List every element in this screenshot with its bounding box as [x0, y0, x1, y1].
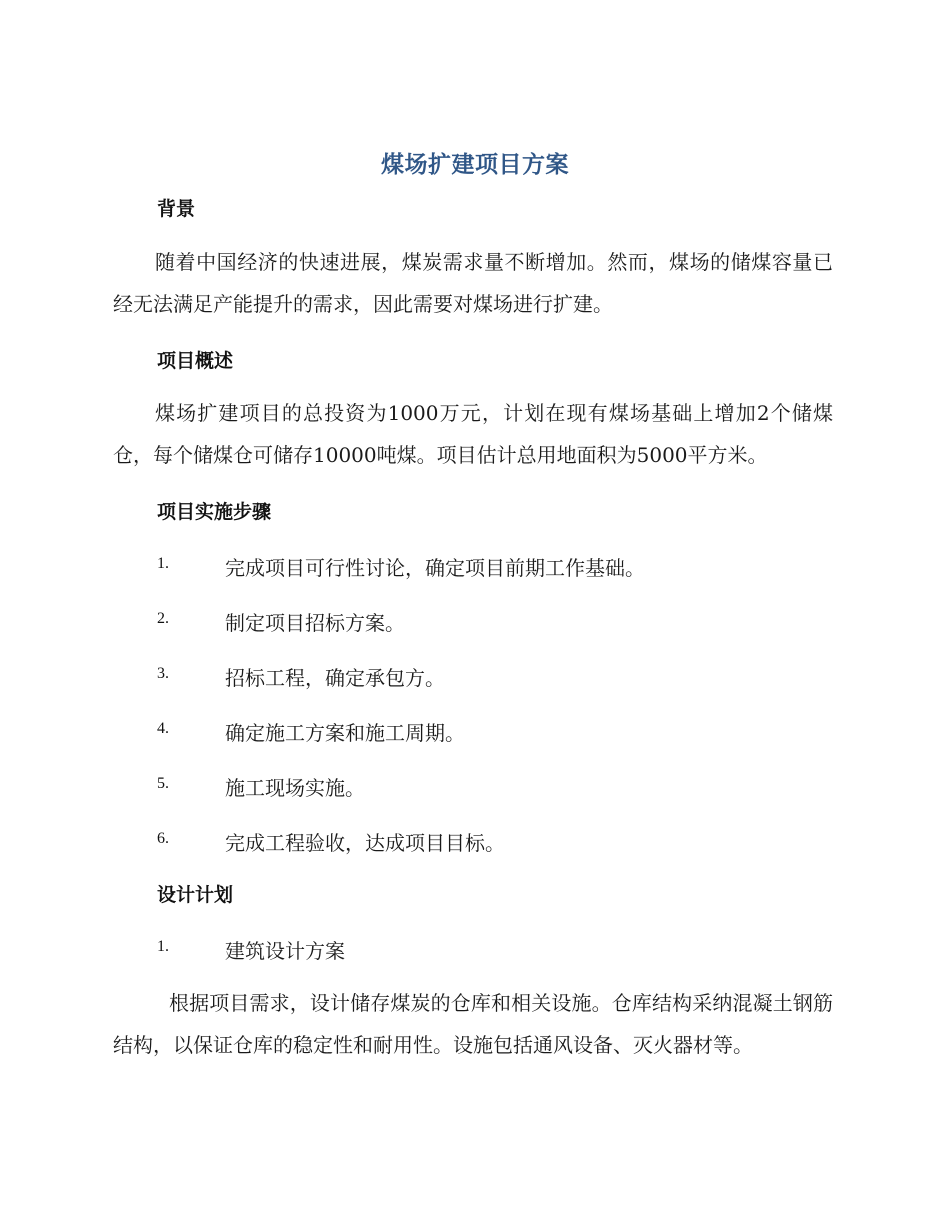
list-text: 确定施工方案和施工周期。: [225, 721, 465, 745]
list-text: 施工现场实施。: [225, 776, 365, 800]
list-item: [157, 607, 837, 635]
background-paragraph: 随着中国经济的快速进展，煤炭需求量不断增加。然而，煤场的储煤容量已经无法满足产能提升的需求，因此需要对煤场进行扩建。: [113, 250, 833, 316]
list-number: 6.: [157, 830, 169, 847]
list-text: 完成工程验收，达成项目目标。: [225, 831, 505, 855]
section-heading-steps: 项目实施步骤: [157, 501, 272, 523]
list-item: [157, 827, 837, 855]
document-title: 煤场扩建项目方案: [381, 152, 569, 178]
list-text: 制定项目招标方案。: [225, 611, 405, 635]
design-paragraph: 根据项目需求，设计储存煤炭的仓库和相关设施。仓库结构采纳混凝土钢筋结构，以保证仓库的稳定性和耐用性。设施包括通风设备、灭火器材等。: [113, 991, 833, 1057]
list-number: 4.: [157, 720, 169, 737]
list-item: [157, 662, 837, 690]
overview-paragraph: 煤场扩建项目的总投资为1000万元，计划在现有煤场基础上增加2个储煤仓，每个储煤仓可储存10000吨煤。项目估计总用地面积为5000平方米。: [113, 401, 833, 467]
list-item: [157, 935, 837, 963]
list-number: 1.: [157, 555, 169, 572]
list-item: [157, 552, 837, 580]
list-item: [157, 772, 837, 800]
section-heading-overview: 项目概述: [157, 350, 234, 372]
section-heading-design: 设计计划: [157, 884, 234, 906]
list-text: 完成项目可行性讨论，确定项目前期工作基础。: [225, 556, 645, 580]
list-number: 1.: [157, 938, 169, 955]
list-number: 2.: [157, 610, 169, 627]
section-heading-background: 背景: [157, 198, 196, 220]
list-text: 招标工程，确定承包方。: [225, 666, 445, 690]
list-text: 建筑设计方案: [225, 939, 345, 963]
list-number: 3.: [157, 665, 169, 682]
list-number: 5.: [157, 775, 169, 792]
list-item: [157, 717, 837, 745]
